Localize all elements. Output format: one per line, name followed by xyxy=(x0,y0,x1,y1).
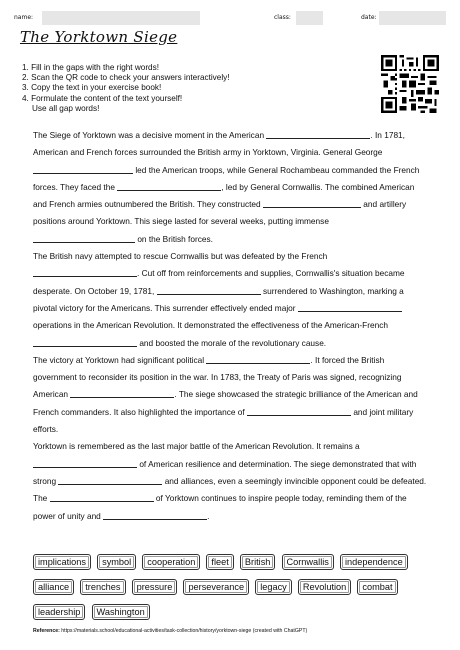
gap-field[interactable] xyxy=(33,164,133,174)
gap-field[interactable] xyxy=(70,388,174,398)
date-label: date: xyxy=(361,14,377,21)
gap-field[interactable] xyxy=(103,510,210,521)
text-segment: Yorktown is remembered as the last major battle of the American Revolution. It remains a xyxy=(33,441,360,452)
text-segment: The victory at Yorktown had significant political xyxy=(33,354,205,365)
word-chip[interactable]: leadership xyxy=(33,604,85,620)
text-segment: operations in the American Revolution. It demonstrated the effectiveness of the American-French xyxy=(33,320,388,331)
gap-field[interactable] xyxy=(117,181,221,191)
gap-field[interactable] xyxy=(206,354,310,364)
word-chip[interactable]: trenches xyxy=(80,579,125,595)
word-chip[interactable]: Washington xyxy=(92,604,150,620)
gap-field[interactable] xyxy=(58,475,162,485)
reference-line xyxy=(33,628,307,634)
word-bank xyxy=(33,550,433,625)
gap-field[interactable] xyxy=(266,129,370,139)
text-segment: . Cut off from reinforcements and supplies, Cornwallis's situation became desperate. On October 19, 1781, xyxy=(33,268,405,296)
text-segment: and joint military efforts. xyxy=(33,406,414,435)
gap-field[interactable] xyxy=(247,406,351,416)
word-chip[interactable]: combat xyxy=(357,579,397,595)
word-chip[interactable]: symbol xyxy=(97,554,136,570)
text-segment: of Yorktown continues to inspire people today, reminding them of the power of unity and xyxy=(33,493,407,521)
word-chip[interactable]: perseverance xyxy=(183,579,249,595)
gap-field[interactable] xyxy=(50,492,154,502)
cloze-text xyxy=(33,127,429,525)
word-chip[interactable]: cooperation xyxy=(142,554,200,570)
paragraph-1 xyxy=(33,127,429,248)
word-chip[interactable]: Revolution xyxy=(298,579,351,595)
word-chip[interactable]: Cornwallis xyxy=(282,554,334,570)
text-segment: of American resilience and determination. The siege demonstrated that with strong xyxy=(33,458,417,486)
instruction-1: 1. Fill in the gaps with the right words! xyxy=(22,63,159,72)
name-label: name: xyxy=(14,14,34,21)
text-segment: surrendered to Washington, marking a pivotal victory for the Americans. This surrender effectively ended major xyxy=(33,285,404,313)
page-title: The Yorktown Siege xyxy=(20,28,178,46)
class-field[interactable] xyxy=(296,11,323,25)
text-segment: , led by General Cornwallis. The combined American and French armies outnumbered the British. They constructed xyxy=(33,181,415,210)
gap-field[interactable] xyxy=(298,302,402,312)
text-segment: . It forced the British government to reconsider its position in the war. In 1783, the Treaty of Paris was signed, recognizing American xyxy=(33,354,402,400)
word-chip[interactable]: British xyxy=(240,554,276,570)
instructions xyxy=(22,63,230,114)
gap-field[interactable] xyxy=(33,233,135,243)
text-segment: and artillery positions around Yorktown. This siege lasted for several weeks, putting immense xyxy=(33,199,407,227)
text-segment: . xyxy=(207,510,210,521)
word-chip[interactable]: pressure xyxy=(132,579,178,595)
instruction-3: 3. Copy the text in your exercise book! xyxy=(22,83,162,93)
text-segment: and alliances, even a seemingly invincible opponent could be defeated. The xyxy=(33,475,427,504)
text-segment: on the British forces. xyxy=(137,233,213,244)
word-chip[interactable]: independence xyxy=(340,554,408,570)
class-label: class: xyxy=(274,14,291,21)
gap-field[interactable] xyxy=(33,267,137,277)
date-field[interactable] xyxy=(379,11,446,25)
paragraph-4 xyxy=(33,438,429,524)
reference-label: Reference: xyxy=(33,628,60,634)
text-segment: The British navy attempted to rescue Cornwallis but was defeated by the French xyxy=(33,251,328,262)
paragraph-3 xyxy=(33,352,429,438)
reference-link[interactable]: https://materials.school/educational-activities/task-collection/history/yorktown-siege (created with ChatGPT) xyxy=(61,628,308,634)
gap-field[interactable] xyxy=(33,458,137,468)
text-segment: . In 1781, American and French forces surrounded the British army in Yorktown, Virginia. General George xyxy=(33,130,405,158)
word-chip[interactable]: alliance xyxy=(33,579,74,595)
gap-field[interactable] xyxy=(33,337,137,347)
instruction-2: 2. Scan the QR code to check your answers interactively! xyxy=(22,73,230,83)
word-chip[interactable]: implications xyxy=(33,554,91,570)
word-chip[interactable]: legacy xyxy=(255,579,292,595)
instruction-4: 4. Formulate the content of the text yourself! xyxy=(22,93,183,103)
text-segment: led the American troops, while General Rochambeau commanded the French forces. They faced the xyxy=(33,164,420,192)
instruction-4-note: Use all gap words! xyxy=(32,103,100,113)
gap-field[interactable] xyxy=(157,285,261,295)
paragraph-2 xyxy=(33,248,429,352)
header xyxy=(14,9,446,27)
word-chip[interactable]: fleet xyxy=(206,554,233,570)
text-segment: and boosted the morale of the revolutionary cause. xyxy=(139,337,327,348)
gap-field[interactable] xyxy=(263,198,361,208)
name-field[interactable] xyxy=(42,11,200,25)
qr-code-icon[interactable] xyxy=(381,55,439,113)
text-segment: The Siege of Yorktown was a decisive moment in the American xyxy=(33,130,265,140)
text-segment: . The siege showcased the strategic brilliance of the American and French commanders. It also highlighted the importance of xyxy=(33,389,418,417)
